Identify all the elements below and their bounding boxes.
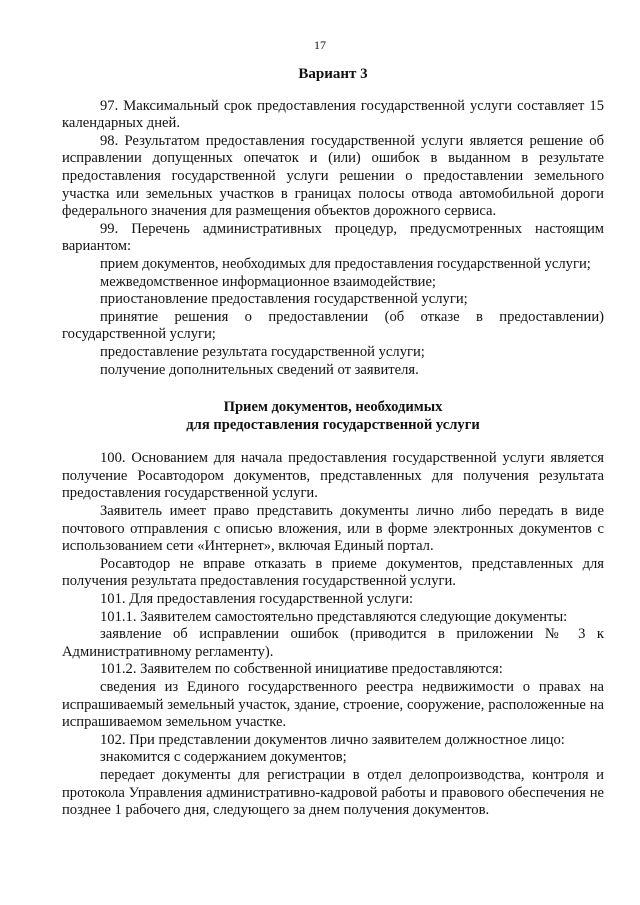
- paragraph-101: 101. Для предоставления государственной услуги:: [100, 591, 414, 608]
- document-body: [62, 66, 604, 820]
- paragraph: заявление об исправлении ошибок (приводится в приложении № 3 к Административному регламенту).: [62, 626, 604, 660]
- procedure-item: предоставление результата государственной услуги;: [100, 343, 425, 360]
- procedures-block: [62, 98, 604, 380]
- paragraph-101-2: 101.2. Заявителем по собственной инициативе предоставляются:: [100, 661, 503, 678]
- paragraph: Заявитель имеет право представить документы лично либо передать в виде почтового отправления с описью вложения, или в форме электронных документов с использованием сети «Интернет», включая Единый портал.: [62, 503, 604, 555]
- procedure-item: межведомственное информационное взаимодействие;: [100, 273, 436, 290]
- paragraph: передает документы для регистрации в отдел делопроизводства, контроля и протокола Управления административно-кадровой работы и правового обеспечения не позднее 1 рабочего дня, следующего за днем получения документов.: [62, 766, 604, 819]
- paragraph-98: 98. Результатом предоставления государственной услуги является решение об исправлении допущенных опечаток и (или) ошибок в выданном в результате предоставления государственной услуги решении о предоставлении земельного участка или земельных участков в границах полосы отвода автомобильной дороги федерального значения для размещения объектов дорожного сервиса.: [62, 132, 604, 220]
- procedure-item: получение дополнительных сведений от заявителя.: [100, 361, 419, 378]
- paragraph-99: 99. Перечень административных процедур, предусмотренных настоящим вариантом:: [62, 220, 604, 255]
- page-number: 17: [314, 38, 326, 52]
- paragraph: сведения из Единого государственного реестра недвижимости о правах на испрашиваемый земельный участок, здание, строение, сооружение, расположенные на испрашиваемом земельном участке.: [62, 679, 604, 731]
- paragraph-101-1: 101.1. Заявителем самостоятельно представляются следующие документы:: [100, 608, 568, 625]
- paragraph: Росавтодор не вправе отказать в приеме документов, представленных для получения результата предоставления государственной услуги.: [62, 555, 604, 590]
- procedure-item: приостановление предоставления государственной услуги;: [100, 291, 468, 308]
- paragraph-102: 102. При представлении документов лично заявителем должностное лицо:: [100, 731, 565, 748]
- section-heading: [62, 399, 604, 434]
- section-heading-line-1: Прием документов, необходимых: [223, 399, 443, 416]
- procedure-item: прием документов, необходимых для предоставления государственной услуги;: [100, 255, 591, 272]
- document-acceptance-block: [62, 450, 604, 819]
- paragraph: знакомится с содержанием документов;: [100, 749, 347, 766]
- paragraph-100: 100. Основанием для начала предоставления государственной услуги является получение Росавтодором документов, представленных для получения результата предоставления государственной услуги.: [62, 450, 604, 502]
- variant-title: Вариант 3: [298, 66, 368, 82]
- paragraph-97: 97. Максимальный срок предоставления государственной услуги составляет 15 календарных дней.: [62, 97, 604, 132]
- section-heading-line-2: для предоставления государственной услуги: [186, 416, 480, 433]
- procedure-item: принятие решения о предоставлении (об отказе в предоставлении) государственной услуги;: [62, 308, 604, 343]
